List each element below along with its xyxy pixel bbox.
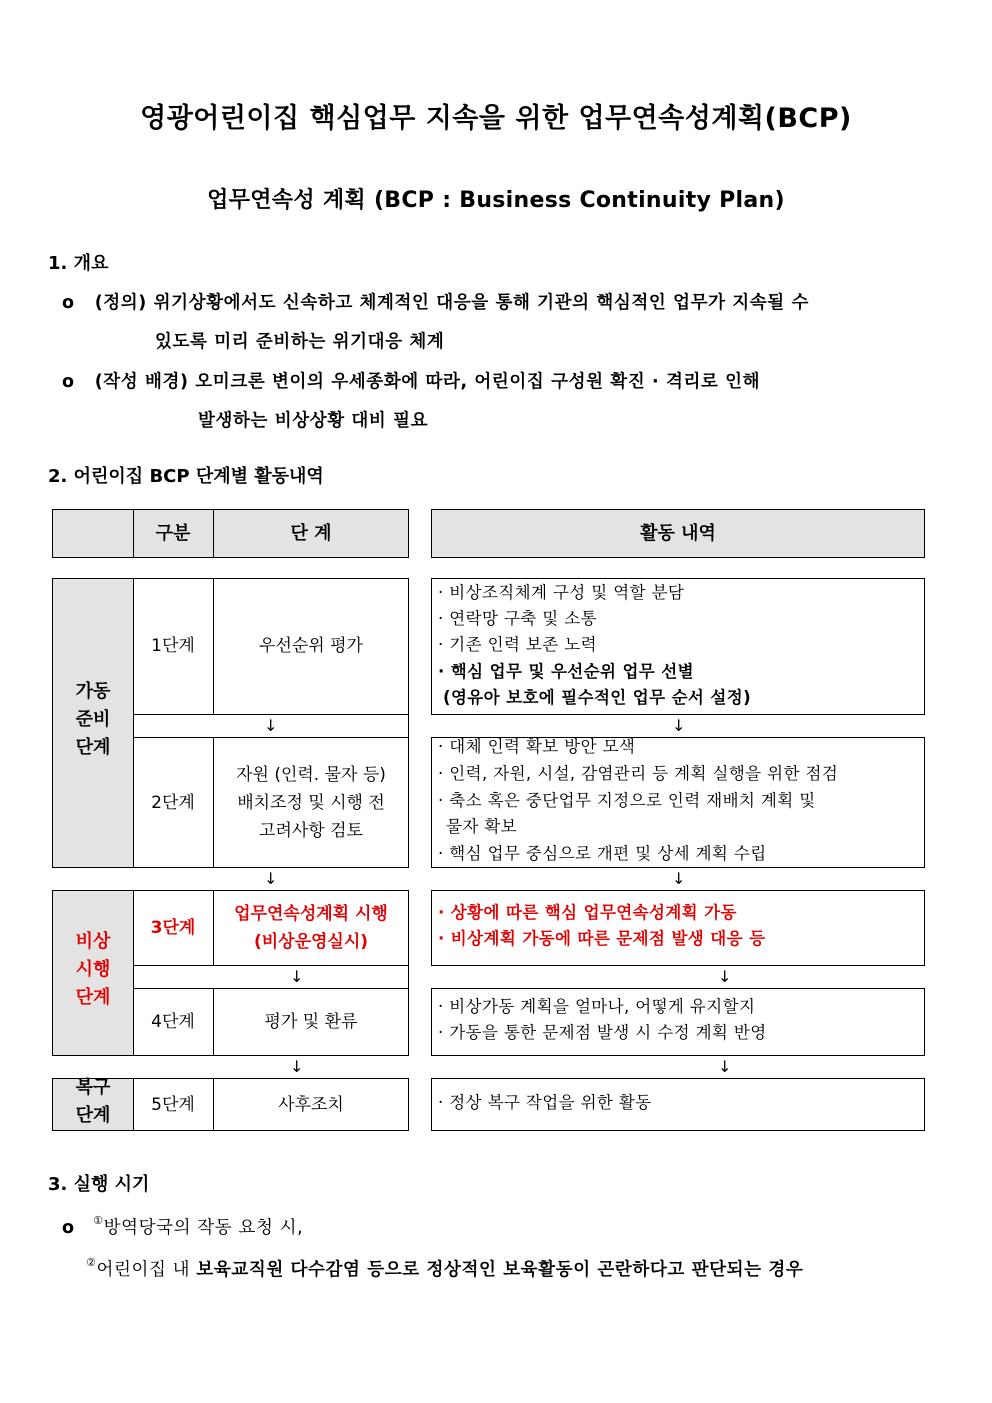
step4-activity-1: · 비상가동 계획을 얼마나, 어떻게 유지할지 bbox=[438, 997, 756, 1016]
step2-activity-4: 물자 확보 bbox=[446, 817, 518, 836]
document-title: 영광어린이집 핵심업무 지속을 위한 업무연속성계획(BCP) bbox=[140, 103, 852, 134]
group2-label: 비상 시행 단계 bbox=[75, 931, 111, 1008]
step1-activity-2: · 연락망 구축 및 소통 bbox=[438, 609, 597, 628]
section1-heading: 1. 개요 bbox=[48, 253, 109, 274]
step2-label: 2단계 bbox=[151, 792, 195, 813]
section1-item2-line1: (작성 배경) 오미크론 변이의 우세종화에 따라, 어린이집 구성원 확진 · 격리로 인해 bbox=[94, 372, 761, 392]
bullet-symbol: o bbox=[62, 1218, 75, 1238]
step1-activity-3: · 기존 인력 보존 노력 bbox=[438, 635, 597, 654]
document-subtitle: 업무연속성 계획 (BCP : Business Continuity Plan) bbox=[207, 188, 785, 213]
header-stage: 단 계 bbox=[290, 522, 332, 544]
step4-activity-2: · 가동을 통한 문제점 발생 시 수정 계획 반영 bbox=[438, 1023, 767, 1042]
arrow-right-1: ↓ bbox=[672, 716, 686, 735]
step5-stage: 사후조치 bbox=[278, 1094, 344, 1115]
group3-label: 복구 단계 bbox=[75, 1077, 111, 1126]
section1-item1-line1: (정의) 위기상황에서도 신속하고 체계적인 대응을 통해 기관의 핵심적인 업무가 지속될 수 bbox=[94, 293, 810, 313]
circled-number-1: ① bbox=[93, 1214, 104, 1227]
step3-activity-1: · 상황에 따른 핵심 업무연속성계획 가동 bbox=[438, 903, 737, 922]
section3-line2-bold: 보육교직원 다수감염 등으로 정상적인 보육활동이 곤란하다고 판단되는 경우 bbox=[196, 1260, 804, 1280]
section3-line1 bbox=[62, 1214, 303, 1239]
step5-label: 5단계 bbox=[151, 1094, 195, 1115]
section3-line1-text: 방역당국의 작동 요청 시, bbox=[103, 1218, 304, 1238]
section2-heading: 2. 어린이집 BCP 단계별 활동내역 bbox=[48, 466, 324, 487]
arrow-right-3: ↓ bbox=[718, 967, 732, 986]
arrow-left-1: ↓ bbox=[264, 716, 278, 735]
arrow-left-4: ↓ bbox=[290, 1057, 304, 1076]
step2-activity-5: · 핵심 업무 중심으로 개편 및 상세 계획 수립 bbox=[438, 844, 767, 863]
section1-item2 bbox=[62, 368, 760, 393]
header-activity: 활동 내역 bbox=[640, 522, 716, 544]
section1-item1 bbox=[62, 289, 809, 314]
step1-activity-4: · 핵심 업무 및 우선순위 업무 선별 bbox=[438, 662, 694, 681]
step4-label: 4단계 bbox=[151, 1012, 195, 1032]
step3-activity-2: · 비상계획 가동에 따른 문제점 발생 대응 등 bbox=[438, 929, 766, 948]
bullet-symbol: o bbox=[62, 293, 75, 313]
step3-stage: 업무연속성계획 시행 (비상운영실시) bbox=[234, 903, 388, 952]
arrow-right-4: ↓ bbox=[718, 1057, 732, 1076]
arrow-left-3: ↓ bbox=[290, 967, 304, 986]
group1-label: 가동 준비 단계 bbox=[75, 681, 111, 758]
bullet-symbol: o bbox=[62, 372, 75, 392]
circled-number-2: ② bbox=[86, 1256, 97, 1269]
section3-heading: 3. 실행 시기 bbox=[48, 1174, 150, 1195]
header-category: 구분 bbox=[155, 522, 191, 544]
step1-stage: 우선순위 평가 bbox=[259, 636, 363, 656]
step2-stage: 자원 (인력. 물자 등) 배치조정 및 시행 전 고려사항 검토 bbox=[236, 764, 386, 841]
step1-activity-1: · 비상조직체계 구성 및 역할 분담 bbox=[438, 583, 685, 602]
arrow-left-2: ↓ bbox=[264, 869, 278, 888]
section1-item2-line2: 발생하는 비상상황 대비 필요 bbox=[198, 411, 429, 431]
step2-activity-3: · 축소 혹은 중단업무 지정으로 인력 재배치 계획 및 bbox=[438, 791, 816, 810]
step1-activity-5: (영유아 보호에 필수적인 업무 순서 설정) bbox=[443, 688, 752, 707]
arrow-right-2: ↓ bbox=[672, 869, 686, 888]
step2-activity-1: · 대체 인력 확보 방안 모색 bbox=[438, 737, 636, 756]
step2-activity-2: · 인력, 자원, 시설, 감염관리 등 계획 실행을 위한 점검 bbox=[438, 764, 839, 783]
step3-label: 3단계 bbox=[150, 917, 196, 938]
step5-activity-1: · 정상 복구 작업을 위한 활동 bbox=[438, 1093, 652, 1112]
step4-stage: 평가 및 환류 bbox=[264, 1012, 358, 1032]
step1-label: 1단계 bbox=[151, 636, 195, 656]
section1-item1-line2: 있도록 미리 준비하는 위기대응 체계 bbox=[155, 332, 445, 352]
section3-line2-plain: 어린이집 내 bbox=[96, 1260, 197, 1280]
section3-line2 bbox=[86, 1256, 803, 1281]
